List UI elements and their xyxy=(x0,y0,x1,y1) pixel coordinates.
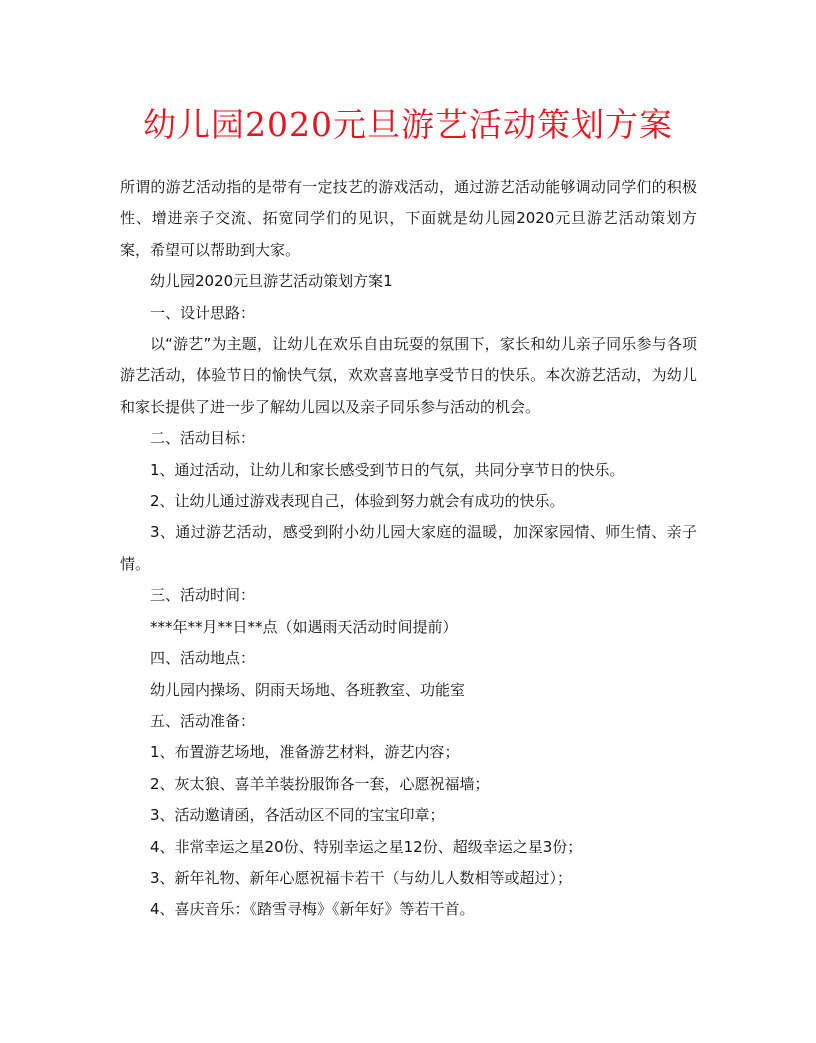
document-title: 幼儿园2020元旦游艺活动策划方案 xyxy=(143,105,673,144)
paragraph: 五、活动准备： xyxy=(150,711,256,730)
paragraph: 3、活动邀请函，各活动区不同的宝宝印章； xyxy=(150,806,445,825)
paragraph: 一、设计思路： xyxy=(150,303,256,322)
document-body xyxy=(120,172,697,926)
paragraph: 1、布置游艺场地，准备游艺材料，游艺内容； xyxy=(150,743,460,762)
paragraph: 1、通过活动，让幼儿和家长感受到节日的气氛，共同分享节日的快乐。 xyxy=(150,460,625,479)
paragraph: 幼儿园2020元旦游艺活动策划方案1 xyxy=(150,272,393,291)
paragraph: 四、活动地点： xyxy=(150,649,256,668)
paragraph: 三、活动时间： xyxy=(150,586,256,605)
paragraph: 2、灰太狼、喜羊羊装扮服饰各一套，心愿祝福墙； xyxy=(150,774,490,793)
paragraph: 4、喜庆音乐：《踏雪寻梅》《新年好》等若干首。 xyxy=(150,900,475,919)
paragraph: 4、非常幸运之星20份、特别幸运之星12份、超级幸运之星3份； xyxy=(150,837,583,856)
paragraph: 2、让幼儿通过游戏表现自己，体验到努力就会有成功的快乐。 xyxy=(150,492,565,511)
paragraph: 幼儿园内操场、阴雨天场地、各班教室、功能室 xyxy=(150,680,466,699)
paragraph: 3、通过游艺活动，感受到附小幼儿园大家庭的温暖，加深家园情、师生情、亲子情。 xyxy=(120,523,697,573)
paragraph: ***年**月**日**点（如遇雨天活动时间提前） xyxy=(150,617,458,636)
paragraph: 所谓的游艺活动指的是带有一定技艺的游戏活动，通过游艺活动能够调动同学们的积极性、增进亲子交流、拓宽同学们的见识，下面就是幼儿园2020元旦游艺活动策划方案，希望可以帮助到大家。 xyxy=(120,178,697,259)
paragraph: 二、活动目标： xyxy=(150,429,256,448)
paragraph: 以“游艺”为主题，让幼儿在欢乐自由玩耍的氛围下，家长和幼儿亲子同乐参与各项游艺活动，体验节日的愉快气氛，欢欢喜喜地享受节日的快乐。本次游艺活动，为幼儿和家长提供了进一步了解幼儿园以及亲子同乐参与活动的机会。 xyxy=(120,335,697,416)
paragraph: 3、新年礼物、新年心愿祝福卡若干（与幼儿人数相等或超过）； xyxy=(150,868,573,887)
